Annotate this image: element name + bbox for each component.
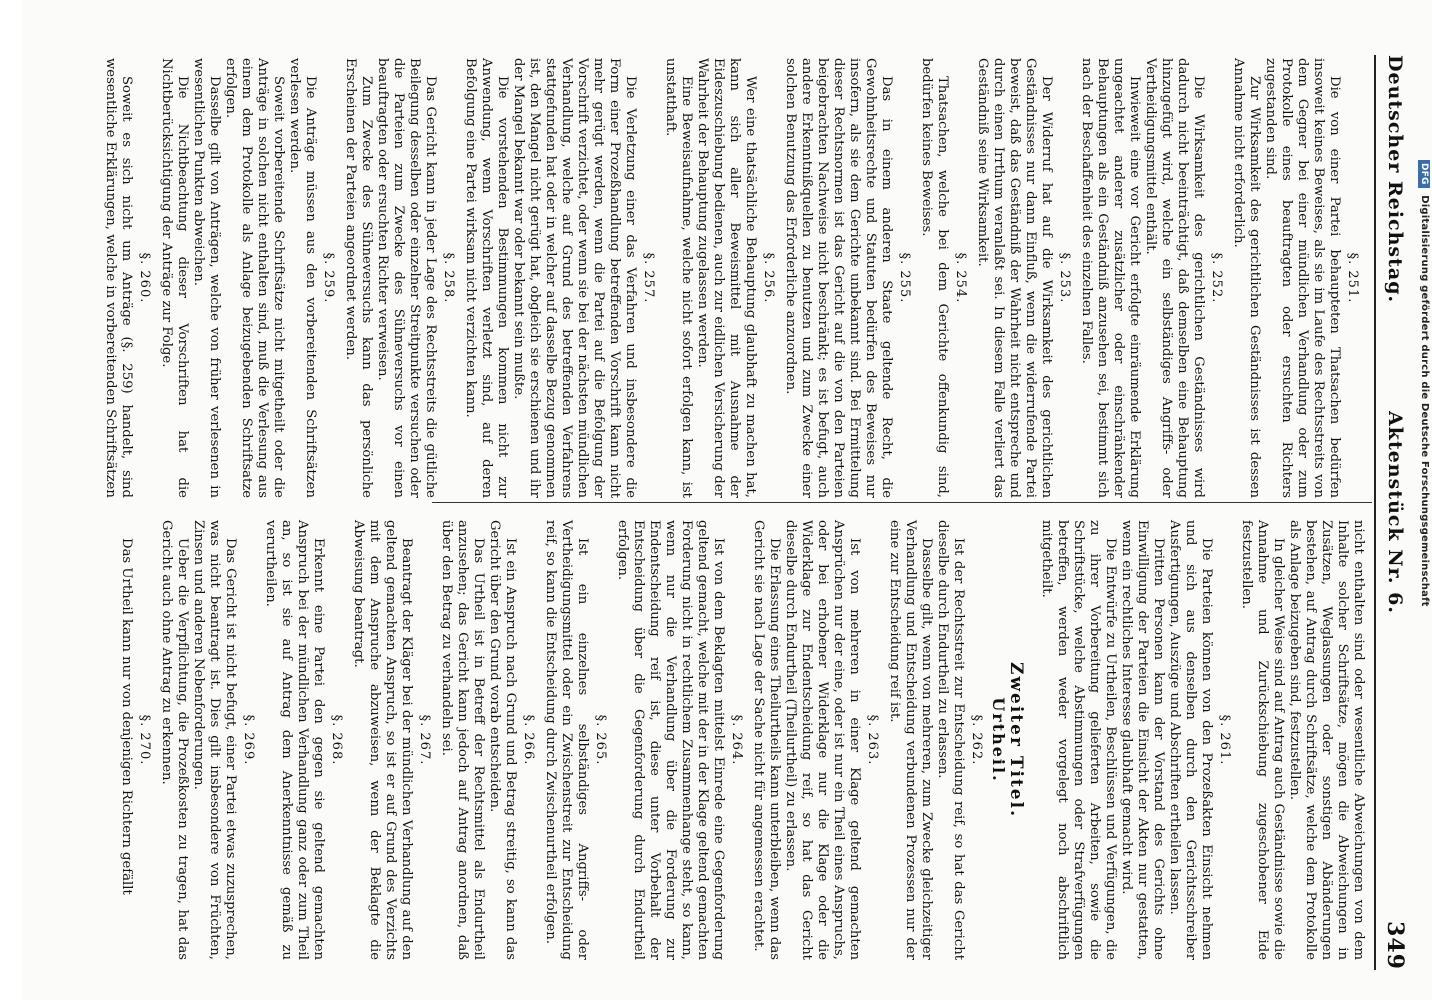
left-column — [103, 58, 1366, 498]
paragraph: Dritten Personen kann der Vorstand des Gerichts ohne Einwilligung der Parteien die Einsicht der Akten nur gestatten, wenn ein rechtliches Interesse glaubhaft gemacht wird. — [1119, 520, 1166, 960]
paragraph: Ist ein Anspruch nach Grund und Betrag streitig, so kann das Gericht über den Grund vorab entscheiden. — [487, 520, 518, 960]
section-heading: §. 270. — [137, 714, 152, 766]
paragraph: Die Verletzung einer das Verfahren und insbesondere die Form einer Prozeßhandlung betreffenden Vorschrift kann nicht mehr gerügt werden, wenn die Partei auf die Befolgung der Vorschrift verzichtet, oder wenn sie bei der nächsten mündlichen Verhandlung, welche auf Grund des betreffenden Verfahrens stattgefunden hat oder in welcher auf dasselbe Bezug genommen ist, den Mangel nicht gerügt hat, obgleich sie erschienen und ihr der Mangel bekannt war oder bekannt sein mußte. — [511, 58, 638, 498]
paragraph: Die Nichtbeachtung dieser Vorschriften hat die Nichtberücksichtigung der Anträge zur Folge. — [159, 58, 190, 498]
paragraph: Wer eine thatsächliche Behauptung glaubhaft zu machen hat, kann sich aller Beweismittel mit Ausnahme der Eideszuschiebung bedienen, auch zur eidlichen Versicherung der Wahrheit der Behauptung zugelassen werden. — [695, 58, 758, 498]
digitization-credit — [1418, 160, 1430, 607]
paragraph: Ist von dem Beklagten mittelst Einrede eine Gegenforderung geltend gemacht, welche mit der in der Klage geltend gemachten Forderung nicht in rechtlichem Zusammenhange steht, so kann, wenn nur die Verhandlung über die Forderung zur Endentscheidung reif ist, diese unter Vorbehalt der Entscheidung über die Gegenforderung durch Endurtheil erfolgen. — [615, 520, 726, 960]
section-heading: §. 257. — [641, 252, 656, 304]
paragraph: Ist ein einzelnes selbständiges Angriffs- oder Vertheidigungsmittel oder ein Zwischenstreit zur Entscheidung reif, so kann die Entscheidung durch Zwischenurtheil erfolgen. — [543, 520, 590, 960]
section-heading: §. 266. — [521, 714, 536, 766]
paragraph: Das Gericht kann in jeder Lage des Rechtsstreits die gütliche Beilegung desselben oder einzelner Streitpunkte versuchen oder die Parteien zum Zwecke des Sühneversuchs vor einen beauftragten oder ersuchten Richter verweisen. — [375, 58, 438, 498]
header-publication: Deutscher Reichstag. — [1384, 55, 1406, 304]
document-page — [22, 0, 1432, 1000]
page-header — [1374, 55, 1410, 970]
paragraph: Dasselbe gilt, wenn von mehreren, zum Zwecke gleichzeitiger Verhandlung und Entscheidung verbundenen Prozessen nur der eine zur Entscheidung reif ist. — [887, 520, 934, 960]
paragraph: Die Anträge müssen aus den vorbereitenden Schriftsätzen verlesen werden. — [287, 58, 318, 498]
section-heading: §. 269. — [241, 714, 256, 766]
paragraph: Zum Zwecke des Sühneversuchs kann das persönliche Erscheinen der Parteien angeordnet werden. — [343, 58, 374, 498]
section-heading: §. 268. — [329, 714, 344, 766]
paragraph: Die Erlassung eines Theilurtheils kann unterbleiben, wenn das Gericht sie nach Lage der Sache nicht für angemessen erachtet. — [751, 520, 782, 960]
section-heading: §. 259. — [321, 252, 336, 304]
section-heading: §. 263. — [865, 714, 880, 766]
header-document-number: Aktenstück Nr. 6. — [1384, 411, 1406, 614]
section-heading: §. 251. — [1345, 252, 1360, 304]
paragraph: nicht enthalten sind oder wesentliche Abweichungen von dem Inhalte solcher Schriftsätze, mögen die Abweichungen in Zusätzen, Weglassungen oder sonstigen Abänderungen bestehen, auf Antrag durch Schriftsätze, welche dem Protokolle als Anlage beizugeben sind, festzustellen. — [1287, 520, 1366, 960]
paragraph: Ist von mehreren in einer Klage geltend gemachten Ansprüchen nur der eine, oder ist nur ein Theil eines Anspruchs, oder bei erhobener Widerklage nur die Klage oder die Widerklage zur Endentscheidung reif, so hat das Gericht dieselbe durch Endurtheil (Theilurtheil) zu erlassen. — [783, 520, 862, 960]
paragraph: In gleicher Weise sind auf Antrag auch Geständnisse sowie die Annahme und Zurückschiebung zugeschobener Eide festzustellen. — [1239, 520, 1286, 960]
paragraph: Erkennt eine Partei den gegen sie geltend gemachten Anspruch bei der mündlichen Verhandlung ganz oder zum Theil an, so ist sie auf Antrag dem Anerkenntnisse gemäß zu verurtheilen. — [263, 520, 326, 960]
paragraph: Ueber die Verpflichtung, die Prozeßkosten zu tragen, hat das Gericht auch ohne Antrag zu erkennen. — [159, 520, 190, 960]
paragraph: Thatsachen, welche bei dem Gerichte offenkundig sind, bedürfen keines Beweises. — [919, 58, 950, 498]
paragraph: Ist der Rechtsstreit zur Entscheidung reif, so hat das Gericht dieselbe durch Endurtheil zu erlassen. — [935, 520, 966, 960]
credit-text: Digitalisierung gefördert durch die Deutsche Forschungsgemeinschaft — [1419, 195, 1430, 607]
paragraph: Die von einer Partei behaupteten Thatsachen bedürfen insoweit keines Beweises, als sie im Laufe des Rechtsstreits von dem Gegner bei einer mündlichen Verhandlung oder zum Protokolle eines beauftragten oder ersuchten Richters zugestanden sind. — [1263, 58, 1342, 498]
section-heading: §. 264. — [729, 714, 744, 766]
paragraph: Beantragt der Kläger bei der mündlichen Verhandlung auf den geltend gemachten Anspruch, so ist er auf Grund des Verzichts mit dem Anspruche abzuweisen, wenn der Beklagte die Abweisung beantragt. — [351, 520, 414, 960]
paragraph: Das Gericht ist nicht befugt, einer Partei etwas zuzusprechen, was nicht beantragt ist. Dies gilt insbesondere von Früchten, Zinsen und anderen Nebenforderungen. — [191, 520, 238, 960]
paragraph: Dasselbe gilt von Anträgen, welche von früher verlesenen in wesentlichen Punkten abweichen. — [191, 58, 222, 498]
page-number: 349 — [1382, 921, 1408, 970]
section-heading: §. 252. — [1209, 252, 1224, 304]
section-heading: §. 255. — [897, 252, 912, 304]
paragraph: Eine Beweisaufnahme, welche nicht sofort erfolgen kann, ist unstatthaft. — [663, 58, 694, 498]
section-heading: §. 262. — [969, 714, 984, 766]
dfg-logo: DFG — [1418, 160, 1430, 188]
section-heading: §. 253. — [1057, 252, 1072, 304]
paragraph: Das Urtheil ist in Betreff der Rechtsmittel als Endurtheil anzusehen; das Gericht kann jedoch auf Antrag anordnen, daß über den Betrag zu verhandeln sei. — [439, 520, 486, 960]
chapter-title: Zweiter Titel. — [1006, 661, 1026, 818]
paragraph: Soweit vorbereitende Schriftsätze nicht mitgetheilt oder die Anträge in solchen nicht enthalten sind, muß die Verlesung aus einem dem Protokolle als Anlage beizugebenden Schriftsatze erfolgen. — [223, 58, 286, 498]
paragraph: Zur Wirksamkeit des gerichtlichen Geständnisses ist dessen Annahme nicht erforderlich. — [1231, 58, 1262, 498]
paragraph: Das in einem anderen Staate geltende Recht, die Gewohnheitsrechte und Statuten bedürfen des Beweises nur insofern, als sie dem Gerichte unbekannt sind. Bei Ermittelung dieser Rechtsnormen ist das Gericht auf die von den Parteien beigebrachten Nachweise nicht beschränkt; es ist befugt, auch andere Erkenntnißquellen zu benutzen und zum Zwecke einer solchen Benutzung das Erforderliche anzuordnen. — [783, 58, 894, 498]
chapter-subtitle: Urtheil. — [989, 697, 1008, 783]
section-heading: §. 267. — [417, 714, 432, 766]
section-heading: §. 254. — [953, 252, 968, 304]
section-heading: §. 261. — [1217, 714, 1232, 766]
paragraph: Soweit es sich nicht um Anträge (§. 259) handelt, sind wesentliche Erklärungen, welche in vorbereitenden Schriftsätzen — [103, 58, 134, 498]
paragraph: Das Urtheil kann nur von denjenigen Richtern gefällt — [119, 538, 134, 895]
paragraph: Die Parteien können von den Prozeßakten Einsicht nehmen und sich aus denselben durch den Gerichtsschreiber Ausfertigungen, Auszüge und Abschriften ertheilen lassen. — [1167, 520, 1214, 960]
paragraph: Die Wirksamkeit des gerichtlichen Geständnisses wird dadurch nicht beeinträchtigt, daß demselben eine Behauptung hinzugefügt wird, welche ein selbständiges Angriffs- oder Vertheidigungsmittel enthält. — [1143, 58, 1206, 498]
paragraph: Inwieweit eine vor Gericht erfolgte einräumende Erklärung ungeachtet anderer zusätzlicher oder einschränkender Behauptungen als ein Geständniß anzusehen sei, bestimmt sich nach der Beschaffenheit des einzelnen Falles. — [1079, 58, 1142, 498]
section-heading: §. 260. — [137, 252, 152, 304]
paragraph: Die vorstehenden Bestimmungen kommen nicht zur Anwendung, wenn Vorschriften verletzt sind, auf deren Befolgung eine Partei wirksam nicht verzichten kann. — [463, 58, 510, 498]
section-heading: §. 258. — [441, 252, 456, 304]
section-heading: §. 265. — [593, 714, 608, 766]
column-divider — [432, 502, 1372, 503]
paragraph: Der Widerruf hat auf die Wirksamkeit des gerichtlichen Geständnisses nur dann Einfluß, wenn die widerrufende Partei beweist, daß das Geständniß der Wahrheit nicht entspreche und durch einen Irrthum veranlaßt sei. In diesem Falle verliert das Geständniß seine Wirksamkeit. — [975, 58, 1054, 498]
section-heading: §. 256. — [761, 252, 776, 304]
paragraph: Die Entwürfe zu Urtheilen, Beschlüssen und Verfügungen, die zu ihrer Vorbereitung gelieferten Arbeiten, sowie die Schriftstücke, welche Abstimmungen oder Strafverfügungen betreffen, werden weder vorgelegt noch abschriftlich mitgetheilt. — [1039, 520, 1118, 960]
right-column — [119, 520, 1366, 960]
